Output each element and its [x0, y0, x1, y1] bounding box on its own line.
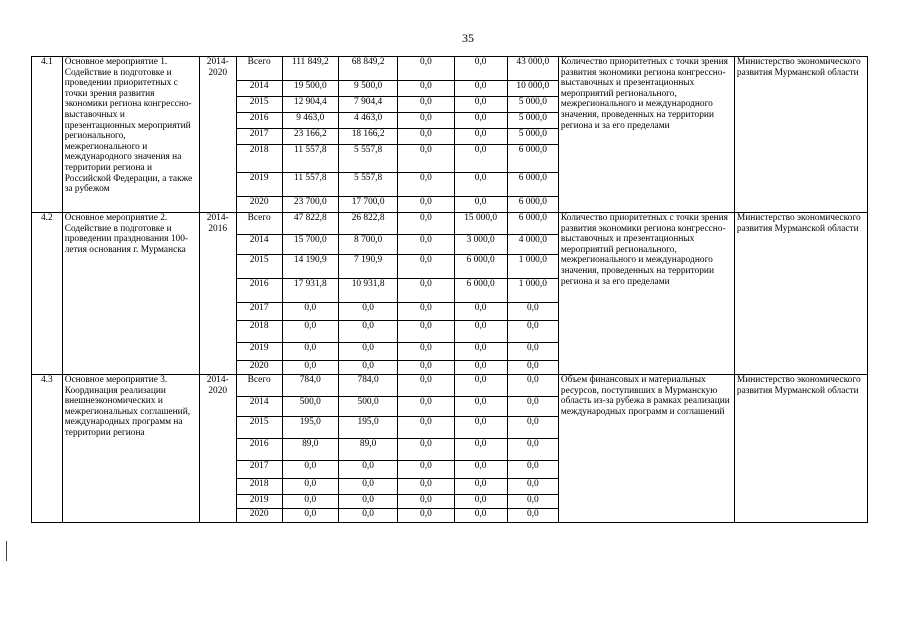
funding-cell: 0,0	[398, 255, 454, 279]
funding-cell: 0,0	[398, 397, 454, 417]
funding-cell: 0,0	[507, 321, 558, 343]
funding-cell: 7 190,9	[338, 255, 397, 279]
funding-cell: 0,0	[454, 397, 507, 417]
total-cell: 0,0	[282, 361, 338, 375]
table-row	[32, 213, 868, 235]
funding-cell: 6 000,0	[507, 173, 558, 197]
total-cell: 19 500,0	[282, 81, 338, 97]
funding-cell: 0,0	[398, 197, 454, 213]
funding-cell: 6 000,0	[507, 213, 558, 235]
funding-cell: 0,0	[507, 509, 558, 523]
total-cell: 17 931,8	[282, 279, 338, 303]
funding-cell: 0,0	[454, 173, 507, 197]
responsible-cell: Министерство экономического развития Мурманской области	[734, 213, 867, 375]
indicator-cell: Объем финансовых и материальных ресурсов, поступивших в Мурманскую область из-за рубежа в рамках реализации международных программ и соглашений	[558, 375, 734, 523]
total-cell: 47 822,8	[282, 213, 338, 235]
funding-cell: 0,0	[398, 303, 454, 321]
year-cell: 2014	[236, 81, 282, 97]
funding-cell: 43 000,0	[507, 57, 558, 81]
funding-cell: 89,0	[338, 439, 397, 461]
responsible-cell: Министерство экономического развития Мурманской области	[734, 375, 867, 523]
total-cell: 11 557,8	[282, 145, 338, 173]
funding-cell: 0,0	[454, 97, 507, 113]
activity-title: Основное мероприятие 1. Содействие в подготовке и проведении приоритетных с точки зрения развития экономики региона конгрессно-выставочных и презентационных мероприятий регионального, межрегионального и международного значения на территории региона и Российской Федерации, а также за рубежом	[62, 57, 199, 213]
funding-cell: 0,0	[454, 303, 507, 321]
year-cell: 2018	[236, 321, 282, 343]
funding-cell: 0,0	[398, 375, 454, 397]
funding-cell: 0,0	[507, 495, 558, 509]
funding-cell: 5 000,0	[507, 97, 558, 113]
funding-cell: 0,0	[398, 321, 454, 343]
funding-cell: 6 000,0	[454, 255, 507, 279]
total-cell: 14 190,9	[282, 255, 338, 279]
funding-cell: 0,0	[454, 495, 507, 509]
funding-cell: 0,0	[338, 495, 397, 509]
total-cell: 89,0	[282, 439, 338, 461]
funding-cell: 0,0	[454, 461, 507, 479]
responsible-cell: Министерство экономического развития Мурманской области	[734, 57, 867, 213]
year-cell: Всего	[236, 213, 282, 235]
funding-cell: 9 500,0	[338, 81, 397, 97]
funding-cell: 10 931,8	[338, 279, 397, 303]
funding-cell: 0,0	[398, 97, 454, 113]
activity-number: 4.3	[32, 375, 63, 523]
total-cell: 195,0	[282, 417, 338, 439]
year-cell: 2016	[236, 279, 282, 303]
funding-cell: 500,0	[338, 397, 397, 417]
total-cell: 0,0	[282, 303, 338, 321]
funding-cell: 0,0	[507, 439, 558, 461]
year-cell: 2019	[236, 495, 282, 509]
funding-cell: 0,0	[338, 509, 397, 523]
funding-cell: 0,0	[398, 213, 454, 235]
funding-cell: 0,0	[338, 321, 397, 343]
funding-cell: 0,0	[338, 361, 397, 375]
funding-cell: 0,0	[398, 417, 454, 439]
funding-cell: 0,0	[507, 461, 558, 479]
funding-cell: 8 700,0	[338, 235, 397, 255]
funding-cell: 1 000,0	[507, 255, 558, 279]
year-cell: 2017	[236, 303, 282, 321]
year-cell: 2019	[236, 343, 282, 361]
year-cell: 2015	[236, 97, 282, 113]
funding-cell: 0,0	[454, 361, 507, 375]
funding-cell: 0,0	[398, 113, 454, 129]
funding-cell: 0,0	[398, 81, 454, 97]
funding-cell: 0,0	[398, 509, 454, 523]
year-cell: 2017	[236, 461, 282, 479]
funding-cell: 195,0	[338, 417, 397, 439]
year-cell: 2019	[236, 173, 282, 197]
funding-cell: 4 000,0	[507, 235, 558, 255]
funding-cell: 0,0	[507, 417, 558, 439]
year-cell: 2015	[236, 417, 282, 439]
total-cell: 11 557,8	[282, 173, 338, 197]
funding-cell: 0,0	[454, 343, 507, 361]
funding-cell: 68 849,2	[338, 57, 397, 81]
activity-period: 2014-2020	[199, 375, 236, 523]
funding-cell: 0,0	[398, 279, 454, 303]
program-activities-table	[31, 56, 868, 523]
funding-cell: 17 700,0	[338, 197, 397, 213]
funding-cell: 0,0	[454, 129, 507, 145]
year-cell: 2014	[236, 397, 282, 417]
funding-cell: 0,0	[398, 173, 454, 197]
funding-cell: 6 000,0	[507, 145, 558, 173]
year-cell: 2016	[236, 113, 282, 129]
funding-cell: 784,0	[338, 375, 397, 397]
funding-cell: 0,0	[338, 461, 397, 479]
funding-cell: 3 000,0	[454, 235, 507, 255]
funding-cell: 0,0	[398, 343, 454, 361]
year-cell: 2020	[236, 197, 282, 213]
year-cell: 2018	[236, 479, 282, 495]
funding-cell: 18 166,2	[338, 129, 397, 145]
funding-cell: 0,0	[338, 343, 397, 361]
funding-cell: 0,0	[398, 145, 454, 173]
funding-cell: 0,0	[398, 361, 454, 375]
funding-cell: 0,0	[454, 113, 507, 129]
funding-cell: 0,0	[454, 509, 507, 523]
table-row	[32, 375, 868, 397]
funding-cell: 0,0	[398, 495, 454, 509]
funding-cell: 0,0	[398, 479, 454, 495]
year-cell: 2016	[236, 439, 282, 461]
funding-cell: 6 000,0	[507, 197, 558, 213]
funding-cell: 0,0	[398, 439, 454, 461]
funding-cell: 0,0	[454, 197, 507, 213]
funding-cell: 0,0	[454, 417, 507, 439]
funding-cell: 5 557,8	[338, 145, 397, 173]
table-row	[32, 57, 868, 81]
total-cell: 0,0	[282, 321, 338, 343]
indicator-cell: Количество приоритетных с точки зрения развития экономики региона конгрессно-выставочных и презентационных мероприятий регионального, межрегионального и международного значения, проведенных на территории региона и за его пределами	[558, 57, 734, 213]
funding-cell: 0,0	[507, 375, 558, 397]
indicator-cell: Количество приоритетных с точки зрения развития экономики региона конгрессно-выставочных и презентационных мероприятий регионального, межрегионального и международного значения, проведенных на территории региона и за его пределами	[558, 213, 734, 375]
activity-title: Основное мероприятие 2. Содействие в подготовке и проведении празднования 100-летия основания г. Мурманска	[62, 213, 199, 375]
year-cell: 2018	[236, 145, 282, 173]
funding-cell: 0,0	[454, 439, 507, 461]
funding-cell: 10 000,0	[507, 81, 558, 97]
funding-cell: 0,0	[338, 303, 397, 321]
funding-cell: 0,0	[454, 375, 507, 397]
funding-cell: 15 000,0	[454, 213, 507, 235]
total-cell: 0,0	[282, 495, 338, 509]
total-cell: 12 904,4	[282, 97, 338, 113]
year-cell: 2015	[236, 255, 282, 279]
total-cell: 0,0	[282, 479, 338, 495]
total-cell: 111 849,2	[282, 57, 338, 81]
funding-cell: 0,0	[398, 235, 454, 255]
scan-margin-mark	[6, 541, 7, 561]
funding-cell: 5 000,0	[507, 129, 558, 145]
funding-cell: 5 557,8	[338, 173, 397, 197]
funding-cell: 6 000,0	[454, 279, 507, 303]
funding-cell: 0,0	[454, 321, 507, 343]
funding-cell: 0,0	[338, 479, 397, 495]
page-number: 35	[462, 31, 474, 45]
total-cell: 784,0	[282, 375, 338, 397]
total-cell: 23 166,2	[282, 129, 338, 145]
funding-cell: 0,0	[398, 129, 454, 145]
activity-number: 4.2	[32, 213, 63, 375]
year-cell: 2014	[236, 235, 282, 255]
total-cell: 0,0	[282, 461, 338, 479]
funding-cell: 0,0	[398, 461, 454, 479]
funding-cell: 0,0	[454, 145, 507, 173]
funding-cell: 0,0	[507, 361, 558, 375]
year-cell: 2020	[236, 509, 282, 523]
total-cell: 0,0	[282, 509, 338, 523]
funding-cell: 26 822,8	[338, 213, 397, 235]
year-cell: Всего	[236, 57, 282, 81]
funding-cell: 4 463,0	[338, 113, 397, 129]
activity-period: 2014-2020	[199, 57, 236, 213]
funding-cell: 0,0	[507, 303, 558, 321]
funding-cell: 1 000,0	[507, 279, 558, 303]
total-cell: 500,0	[282, 397, 338, 417]
total-cell: 0,0	[282, 343, 338, 361]
year-cell: Всего	[236, 375, 282, 397]
activity-period: 2014-2016	[199, 213, 236, 375]
activity-number: 4.1	[32, 57, 63, 213]
funding-cell: 0,0	[454, 479, 507, 495]
funding-cell: 0,0	[454, 81, 507, 97]
year-cell: 2020	[236, 361, 282, 375]
year-cell: 2017	[236, 129, 282, 145]
funding-cell: 0,0	[507, 343, 558, 361]
total-cell: 23 700,0	[282, 197, 338, 213]
funding-cell: 5 000,0	[507, 113, 558, 129]
funding-cell: 0,0	[454, 57, 507, 81]
funding-cell: 7 904,4	[338, 97, 397, 113]
total-cell: 15 700,0	[282, 235, 338, 255]
funding-cell: 0,0	[507, 397, 558, 417]
funding-cell: 0,0	[398, 57, 454, 81]
funding-cell: 0,0	[507, 479, 558, 495]
total-cell: 9 463,0	[282, 113, 338, 129]
activity-title: Основное мероприятие 3. Координация реализации внешнеэкономических и межрегиональных соглашений, международных программ на территории региона	[62, 375, 199, 523]
